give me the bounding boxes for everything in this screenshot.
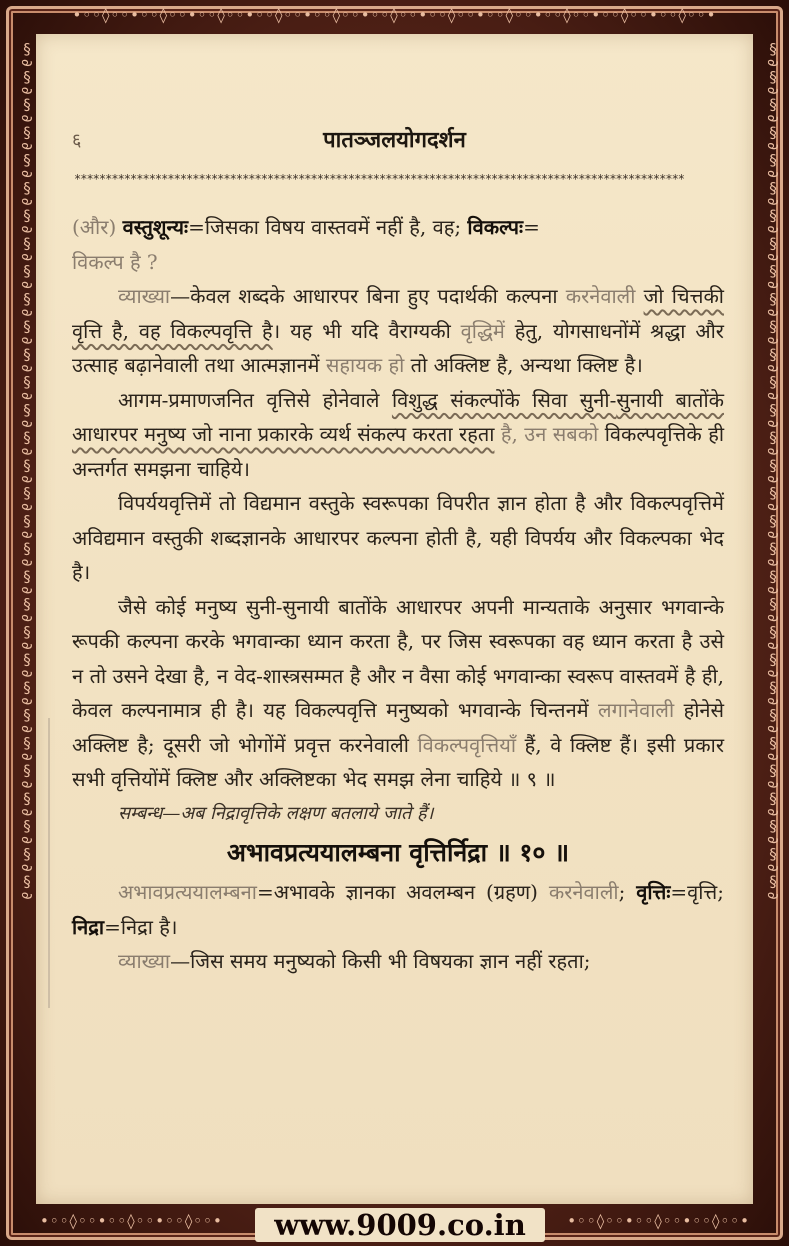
page-body: [72, 210, 724, 979]
watermark-url[interactable]: www.9009.co.in: [255, 1208, 545, 1242]
commentary-paragraph-3: विपर्ययवृत्तिमें तो विद्यमान वस्तुके स्वरूपका विपरीत ज्ञान होता है और विकल्पवृत्तिमें अविद्यमान वस्तुकी शब्दज्ञानके आधारपर कल्पना होती है, यही विपर्यय और विकल्पका भेद है।: [72, 491, 724, 584]
bottom-right-ornament: •◦◦◊◦◦•◦◦◊◦◦•◦◦◊◦◦•: [567, 1212, 750, 1230]
sambandh-note: सम्बन्ध—अब निद्रावृत्तिके लक्षण बतलाये जाते हैं।: [118, 802, 434, 824]
margin-pencil-mark: [48, 718, 50, 1008]
word-meaning-end: विकल्प है ?: [72, 249, 158, 274]
top-ornament: •◦◦◊◦◦•◦◦◊◦◦•◦◦◊◦◦•◦◦◊◦◦•◦◦◊◦◦•◦◦◊◦◦•◦◦◊◦◦•◦◦◊◦◦•◦◦◊◦◦•◦◦◊◦◦•◦◦◊◦◦•: [72, 6, 717, 24]
right-ornament: §∂§∂§∂§∂§∂§∂§∂§∂§∂§∂§∂§∂§∂§∂§∂§∂§∂§∂§∂§∂§∂§∂§∂§∂§∂§∂§∂§∂§∂§∂§∂: [764, 40, 782, 901]
commentary-paragraph-4: जैसे कोई मनुष्य सुनी-सुनायी बातोंके आधारपर अपनी मान्यताके अनुसार भगवान्के रूपकी कल्पना करके भगवान्का ध्यान करता है, पर जिस स्वरूपका वह ध्यान करता है उसे न तो उसने देखा है, न वेद-शास्त्रसम्मत है और न वैसा कोई भगवान्का स्वरूप वास्तवमें है ही, केवल कल्पनामात्र ही है। यह विकल्पवृत्ति मनुष्यको भगवान्के चिन्तनमें लगानेवाली होनेसे अक्लिष्ट है; दूसरी जो भोगोंमें प्रवृत्त करनेवाली विकल्पवृत्तियाँ हैं, वे क्लिष्ट हैं। इसी प्रकार सभी वृत्तियोंमें क्लिष्ट और अक्लिष्टका भेद समझ लेना चाहिये ॥ ९ ॥: [72, 594, 725, 791]
commentary-paragraph-1: व्याख्या—केवल शब्दके आधारपर बिना हुए पदार्थकी कल्पना करनेवाली जो चित्तकी वृत्ति है, वह विकल्पवृत्ति है। यह भी यदि वैराग्यकी वृद्धिमें हेतु, योगसाधनोंमें श्रद्धा और उत्साह बढ़ानेवाली तथा आत्मज्ञानमें सहायक हो तो अक्लिष्ट है, अन्यथा क्लिष्ट है।: [72, 284, 724, 377]
page-title: पातञ्जलयोगदर्शन: [323, 127, 466, 153]
commentary-paragraph-2: आगम-प्रमाणजनित वृत्तिसे होनेवाले विशुद्ध संकल्पोंके सिवा सुनी-सुनायी बातोंके आधारपर मनुष्य जो नाना प्रकारके व्यर्थ संकल्प करता रहता है, उन सबको विकल्पवृत्तिके ही अन्तर्गत समझना चाहिये।: [72, 387, 724, 481]
header-separator: **************************************************************************************************: [74, 172, 685, 186]
page-header: [36, 124, 753, 164]
left-ornament: §∂§∂§∂§∂§∂§∂§∂§∂§∂§∂§∂§∂§∂§∂§∂§∂§∂§∂§∂§∂§∂§∂§∂§∂§∂§∂§∂§∂§∂§∂§∂: [18, 40, 36, 901]
sutra-word-meaning: अभावप्रत्ययालम्बना=अभावके ज्ञानका अवलम्बन (ग्रहण) करनेवाली; वृत्तिः=वृत्ति; निद्रा=निद्रा है।: [72, 880, 724, 939]
commentary-paragraph-5: व्याख्या—जिस समय मनुष्यको किसी भी विषयका ज्ञान नहीं रहता;: [118, 949, 591, 973]
page-number: ६: [72, 130, 82, 151]
sutra-verse: अभावप्रत्ययालम्बना वृत्तिर्निद्रा ॥ १० ॥: [226, 838, 570, 867]
bottom-left-ornament: •◦◦◊◦◦•◦◦◊◦◦•◦◦◊◦◦•: [40, 1212, 223, 1230]
book-page: [36, 34, 753, 1204]
word-meaning-line: (और) वस्तुशून्यः=जिसका विषय वास्तवमें नहीं है, वह; विकल्पः=: [72, 215, 540, 239]
